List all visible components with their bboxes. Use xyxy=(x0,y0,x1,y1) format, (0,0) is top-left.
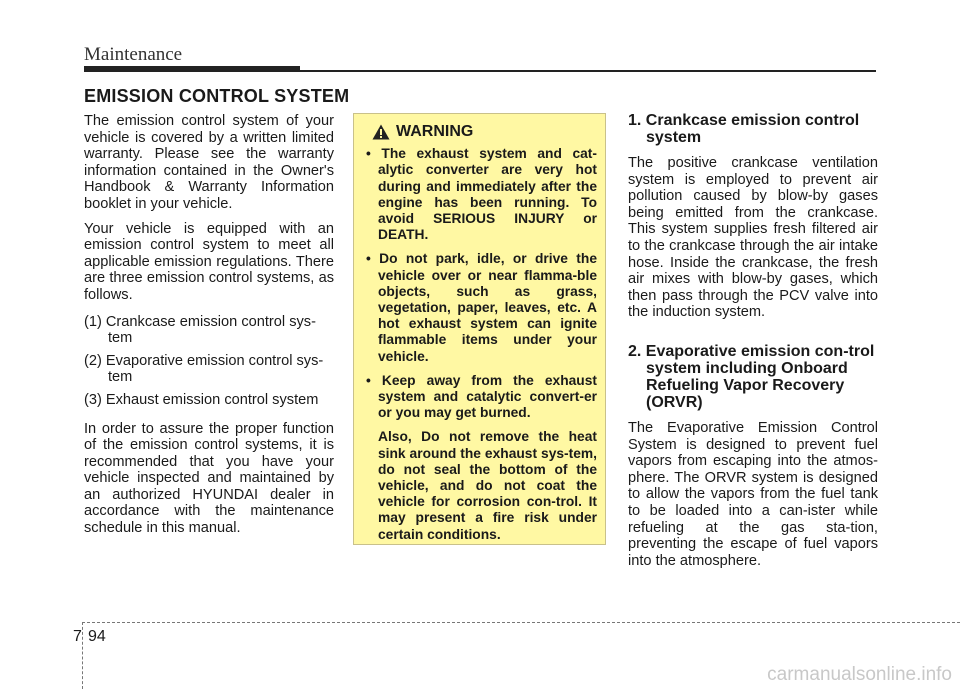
warning-title: WARNING xyxy=(396,123,474,140)
crankcase-paragraph: The positive crankcase ventilation system is employed to prevent air pollution caused by blow-by gases being emitted from the crankcase. This system supplies fresh filtered air to the crankcase through the air intake hose. Inside the crankcase, the fresh air mixes with blow-by gases, which then pass through the PCV valve into the induction system. xyxy=(628,155,878,321)
page-number: 94 xyxy=(88,628,106,645)
list-item: (2) Evaporative emission control sys-tem xyxy=(84,352,324,386)
header-rule-thick xyxy=(84,66,300,72)
warning-continuation: Also, Do not remove the heat sink around the exhaust sys-tem, do not seal the bottom of the vehicle, and do not coat the vehicle for corrosion con-trol. It may present a fire risk under certain conditions. xyxy=(378,429,597,542)
system-list xyxy=(84,314,334,409)
warning-box xyxy=(353,113,606,545)
column-systems xyxy=(628,112,878,577)
warning-triangle-icon xyxy=(372,124,390,140)
column-intro xyxy=(84,113,334,545)
list-item: (3) Exhaust emission control system xyxy=(84,391,319,408)
warning-header xyxy=(372,124,597,140)
warning-item: • The exhaust system and cat-alytic converter are very hot during and immediately after the engine has been running. To avoid SERIOUS INJURY or DEATH. xyxy=(366,146,597,243)
intro-paragraph-2: Your vehicle is equipped with an emission control system to meet all applicable emission regulations. There are three emission control systems, as follows. xyxy=(84,220,334,303)
footer-rule xyxy=(82,622,960,623)
section-title: EMISSION CONTROL SYSTEM xyxy=(84,86,350,106)
footer-vertical-rule xyxy=(82,622,83,689)
crankcase-heading: 1. Crankcase emission control system xyxy=(628,112,860,146)
warning-item: • Do not park, idle, or drive the vehicle over or near flamma-ble objects, such as grass, vegetation, paper, leaves, etc. A hot exhaust system can ignite flammable items under your vehicle. xyxy=(366,251,597,364)
watermark: carmanualsonline.info xyxy=(767,664,952,685)
warning-item: • Keep away from the exhaust system and catalytic convert-er or you may get burned. xyxy=(366,372,597,421)
intro-paragraph-1: The emission control system of your vehicle is covered by a written limited warranty. Please see the warranty information contained in the Owner's Handbook & Warranty Information booklet in your vehicle. xyxy=(84,113,334,212)
intro-paragraph-3: In order to assure the proper function of the emission control systems, it is recommended that you have your vehicle inspected and maintained by an authorized HYUNDAI dealer in accordance with the maintenance schedule in this manual. xyxy=(84,420,334,537)
evaporative-paragraph: The Evaporative Emission Control System is designed to prevent fuel vapors from escaping into the atmos-phere. The ORVR system is designed to allow the vapors from the fuel tank to be loaded into a can-ister while refueling at the gas sta-tion, preventing the escape of fuel vapors into the atmosphere. xyxy=(628,419,878,569)
chapter-number: 7 xyxy=(73,628,82,645)
evaporative-heading: 2. Evaporative emission con-trol system including Onboard Refueling Vapor Recovery (ORVR) xyxy=(628,342,875,411)
header-title: Maintenance xyxy=(84,44,183,65)
header-rule-thin xyxy=(300,70,876,72)
list-item: (1) Crankcase emission control sys-tem xyxy=(84,313,316,347)
